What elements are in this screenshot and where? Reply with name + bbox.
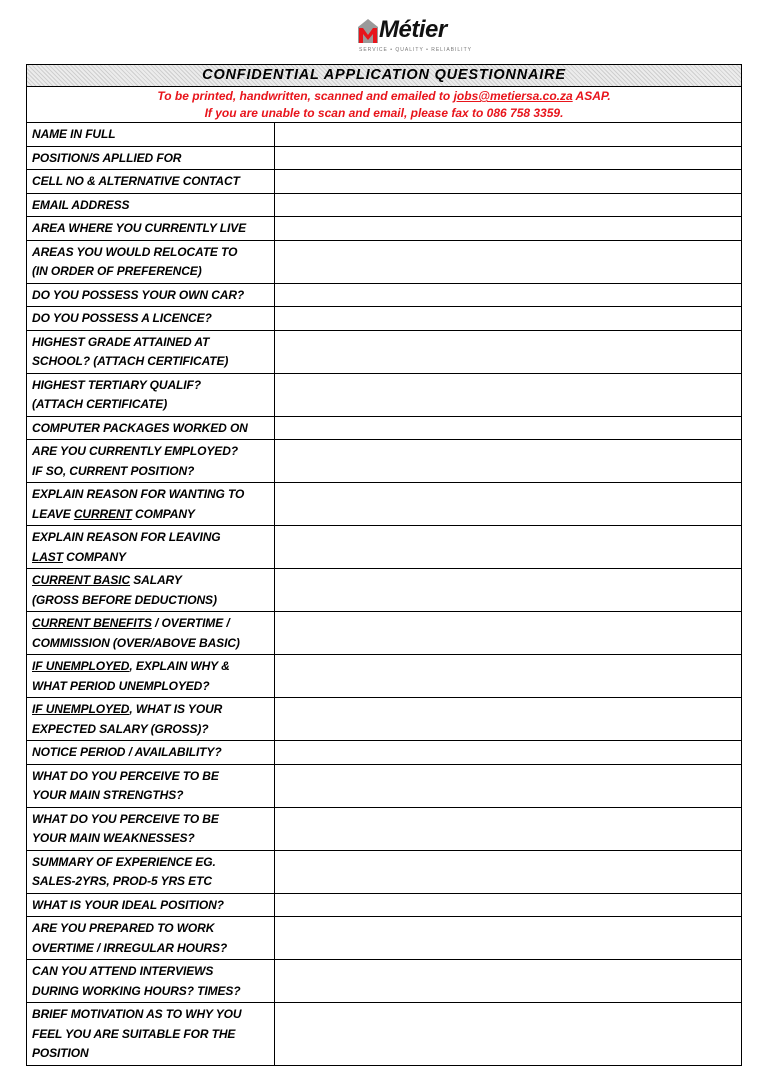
question-label-line (32, 634, 274, 654)
question-row (27, 241, 741, 284)
logo-wordmark: Métier (379, 16, 447, 43)
question-row (27, 440, 741, 483)
question-label (27, 655, 275, 697)
question-label (27, 1003, 275, 1065)
question-row (27, 526, 741, 569)
question-row (27, 374, 741, 417)
question-label-segment: BRIEF MOTIVATION AS TO WHY YOU (32, 1007, 242, 1021)
question-label (27, 440, 275, 482)
question-label-line (32, 548, 274, 568)
question-label-segment: WHAT DO YOU PERCEIVE TO BE (32, 768, 219, 783)
answer-field[interactable] (275, 765, 741, 807)
question-label-segment: EXPECTED SALARY (GROSS)? (32, 721, 209, 736)
question-label (27, 808, 275, 850)
question-row (27, 331, 741, 374)
question-label-segment: ARE YOU CURRENTLY EMPLOYED? (32, 444, 238, 458)
logo-tagline: SERVICE • QUALITY • RELIABILITY (359, 47, 472, 53)
answer-field[interactable] (275, 655, 741, 697)
question-label-line (32, 962, 274, 982)
form-title: CONFIDENTIAL APPLICATION QUESTIONNAIRE (27, 65, 741, 87)
question-label (27, 765, 275, 807)
question-label (27, 698, 275, 740)
question-label-line (32, 700, 274, 720)
question-label-segment: YOUR MAIN STRENGTHS? (32, 788, 184, 802)
question-label-line (32, 376, 274, 396)
question-label-line (32, 767, 274, 787)
answer-field[interactable] (275, 1003, 741, 1065)
question-label-segment: , WHAT IS YOUR (129, 702, 223, 716)
question-label-segment: IF UNEMPLOYED (32, 659, 130, 673)
question-label-segment: OVERTIME / IRREGULAR HOURS? (32, 940, 228, 955)
question-label (27, 851, 275, 893)
question-label-segment: WHAT DO YOU PERCEIVE TO BE (32, 811, 219, 826)
question-label-segment: IF SO, CURRENT POSITION? (32, 463, 195, 478)
question-label-segment: COMPUTER PACKAGES WORKED ON (32, 420, 248, 435)
question-label-line (32, 982, 274, 1002)
question-row (27, 765, 741, 808)
question-label-segment: COMPANY (131, 506, 195, 521)
question-label (27, 483, 275, 525)
question-label-line (32, 571, 274, 591)
answer-field[interactable] (275, 569, 741, 611)
question-label (27, 331, 275, 373)
question-label-segment: DURING WORKING HOURS? TIMES? (32, 983, 241, 998)
question-label-line (32, 196, 274, 216)
question-label-segment: WHAT IS YOUR IDEAL POSITION? (32, 897, 224, 912)
question-label-segment: SCHOOL? (ATTACH CERTIFICATE) (32, 354, 229, 368)
question-label-segment: CAN YOU ATTEND INTERVIEWS (32, 964, 214, 978)
question-label-line (32, 919, 274, 939)
question-label-segment: CURRENT BASIC (32, 573, 131, 587)
question-label-line (32, 591, 274, 611)
question-row (27, 170, 741, 194)
question-label-line (32, 657, 274, 677)
question-label-line (32, 125, 274, 145)
answer-field[interactable] (275, 217, 741, 240)
question-label-line (32, 219, 274, 239)
question-label-segment: DO YOU POSSESS A LICENCE? (32, 311, 212, 325)
question-row (27, 808, 741, 851)
question-label-line (32, 286, 274, 306)
instruction-line-1 (27, 88, 741, 105)
question-label-line (32, 810, 274, 830)
question-row (27, 894, 741, 918)
question-label-segment: AREA WHERE YOU CURRENTLY LIVE (32, 221, 247, 235)
question-label-segment: POSITION/S APLLIED FOR (32, 150, 182, 165)
question-label-line (32, 149, 274, 169)
question-row (27, 917, 741, 960)
answer-field[interactable] (275, 417, 741, 440)
question-label-segment: LAST (32, 549, 63, 564)
question-row (27, 147, 741, 171)
answer-field[interactable] (275, 440, 741, 482)
answer-field[interactable] (275, 331, 741, 373)
question-label-segment: POSITION (32, 1046, 89, 1060)
question-label-line (32, 528, 274, 548)
question-label (27, 170, 275, 193)
question-row (27, 1003, 741, 1065)
question-row (27, 194, 741, 218)
question-row (27, 123, 741, 147)
answer-field[interactable] (275, 170, 741, 193)
question-row (27, 284, 741, 308)
question-label-line (32, 1044, 274, 1064)
question-label-line (32, 505, 274, 525)
question-label-segment: / OVERTIME / (151, 616, 230, 630)
question-label-segment: EXPLAIN REASON FOR WANTING TO (32, 487, 245, 501)
answer-field[interactable] (275, 851, 741, 893)
question-label-segment: CURRENT BENEFITS (32, 616, 152, 630)
question-label-line (32, 677, 274, 697)
question-label (27, 147, 275, 170)
question-row (27, 960, 741, 1003)
question-label-segment: SALES-2YRS, PROD-5 YRS ETC (32, 874, 212, 888)
question-label-line (32, 1005, 274, 1025)
question-label-segment: EXPLAIN REASON FOR LEAVING (32, 530, 221, 544)
question-label-segment: COMMISSION (OVER/ABOVE BASIC) (32, 635, 240, 650)
question-row (27, 612, 741, 655)
question-rows (27, 123, 741, 1065)
question-label-segment: (ATTACH CERTIFICATE) (32, 397, 168, 411)
answer-field[interactable] (275, 808, 741, 850)
question-label-segment: , EXPLAIN WHY & (129, 659, 230, 673)
question-label-segment: WHAT PERIOD UNEMPLOYED? (32, 678, 210, 693)
question-row (27, 655, 741, 698)
question-row (27, 483, 741, 526)
answer-field[interactable] (275, 526, 741, 568)
question-label (27, 526, 275, 568)
question-label (27, 569, 275, 611)
question-row (27, 698, 741, 741)
answer-field[interactable] (275, 241, 741, 283)
question-label (27, 612, 275, 654)
instruction-prefix: To be printed, handwritten, scanned and emailed to (157, 89, 454, 103)
question-row (27, 741, 741, 765)
answer-field[interactable] (275, 917, 741, 959)
question-label (27, 917, 275, 959)
question-label (27, 417, 275, 440)
question-label-segment: CELL NO & ALTERNATIVE CONTACT (32, 174, 240, 188)
question-label-line (32, 462, 274, 482)
answer-field[interactable] (275, 483, 741, 525)
answer-field[interactable] (275, 960, 741, 1002)
question-label-segment: HIGHEST TERTIARY QUALIF? (32, 377, 201, 392)
question-label (27, 307, 275, 330)
question-label-line (32, 243, 274, 263)
question-label (27, 374, 275, 416)
question-label-segment: (IN ORDER OF PREFERENCE) (32, 264, 202, 278)
question-label-segment: CURRENT (73, 506, 132, 521)
question-label-line (32, 896, 274, 916)
question-row (27, 217, 741, 241)
question-label-line (32, 419, 274, 439)
question-label-segment: NAME IN FULL (32, 127, 116, 141)
question-label-line (32, 309, 274, 329)
question-label-line (32, 872, 274, 892)
question-label-segment: ARE YOU PREPARED TO WORK (32, 921, 215, 935)
question-label-line (32, 614, 274, 634)
question-label-line (32, 829, 274, 849)
answer-field[interactable] (275, 612, 741, 654)
house-m-logo-icon (357, 18, 379, 44)
question-row (27, 851, 741, 894)
answer-field[interactable] (275, 194, 741, 217)
question-label (27, 241, 275, 283)
question-label (27, 284, 275, 307)
question-label-segment: COMPANY (62, 549, 126, 564)
question-row (27, 417, 741, 441)
question-label-line (32, 395, 274, 415)
question-label-segment: FEEL YOU ARE SUITABLE FOR THE (32, 1026, 236, 1041)
question-label-line (32, 939, 274, 959)
question-label-segment: SUMMARY OF EXPERIENCE EG. (32, 854, 216, 869)
answer-field[interactable] (275, 307, 741, 330)
form-instructions (27, 87, 741, 123)
questionnaire-form (26, 64, 742, 1066)
question-label-segment: DO YOU POSSESS YOUR OWN CAR? (32, 287, 245, 302)
question-label-line (32, 485, 274, 505)
question-row (27, 569, 741, 612)
email-link[interactable]: jobs@metiersa.co.za (453, 89, 573, 103)
answer-field[interactable] (275, 374, 741, 416)
answer-field[interactable] (275, 698, 741, 740)
question-label-segment: LEAVE (32, 506, 74, 521)
question-label (27, 960, 275, 1002)
question-label-segment: NOTICE PERIOD / AVAILABILITY? (32, 745, 222, 759)
question-label (27, 894, 275, 917)
question-label-segment: IF UNEMPLOYED (32, 702, 130, 716)
question-label-segment: YOUR MAIN WEAKNESSES? (32, 831, 195, 845)
question-label (27, 741, 275, 764)
question-label-line (32, 853, 274, 873)
question-label-line (32, 333, 274, 353)
answer-field[interactable] (275, 741, 741, 764)
instruction-line-2: If you are unable to scan and email, please fax to 086 758 3359. (204, 106, 564, 120)
answer-field[interactable] (275, 894, 741, 917)
question-label-line (32, 786, 274, 806)
question-label (27, 194, 275, 217)
question-label-line (32, 172, 274, 192)
question-label-segment: AREAS YOU WOULD RELOCATE TO (32, 244, 238, 259)
metier-logo (357, 16, 472, 56)
question-label (27, 217, 275, 240)
question-label (27, 123, 275, 146)
question-label-line (32, 352, 274, 372)
question-label-segment: EMAIL ADDRESS (32, 197, 130, 212)
question-label-line (32, 720, 274, 740)
instruction-suffix: ASAP. (572, 89, 611, 103)
answer-field[interactable] (275, 284, 741, 307)
question-label-segment: SALARY (130, 573, 182, 587)
question-label-line (32, 1025, 274, 1045)
answer-field[interactable] (275, 147, 741, 170)
question-label-line (32, 442, 274, 462)
question-label-line (32, 262, 274, 282)
question-label-line (32, 743, 274, 763)
question-label-segment: HIGHEST GRADE ATTAINED AT (32, 334, 210, 349)
answer-field[interactable] (275, 123, 741, 146)
question-row (27, 307, 741, 331)
question-label-segment: (GROSS BEFORE DEDUCTIONS) (32, 592, 217, 607)
